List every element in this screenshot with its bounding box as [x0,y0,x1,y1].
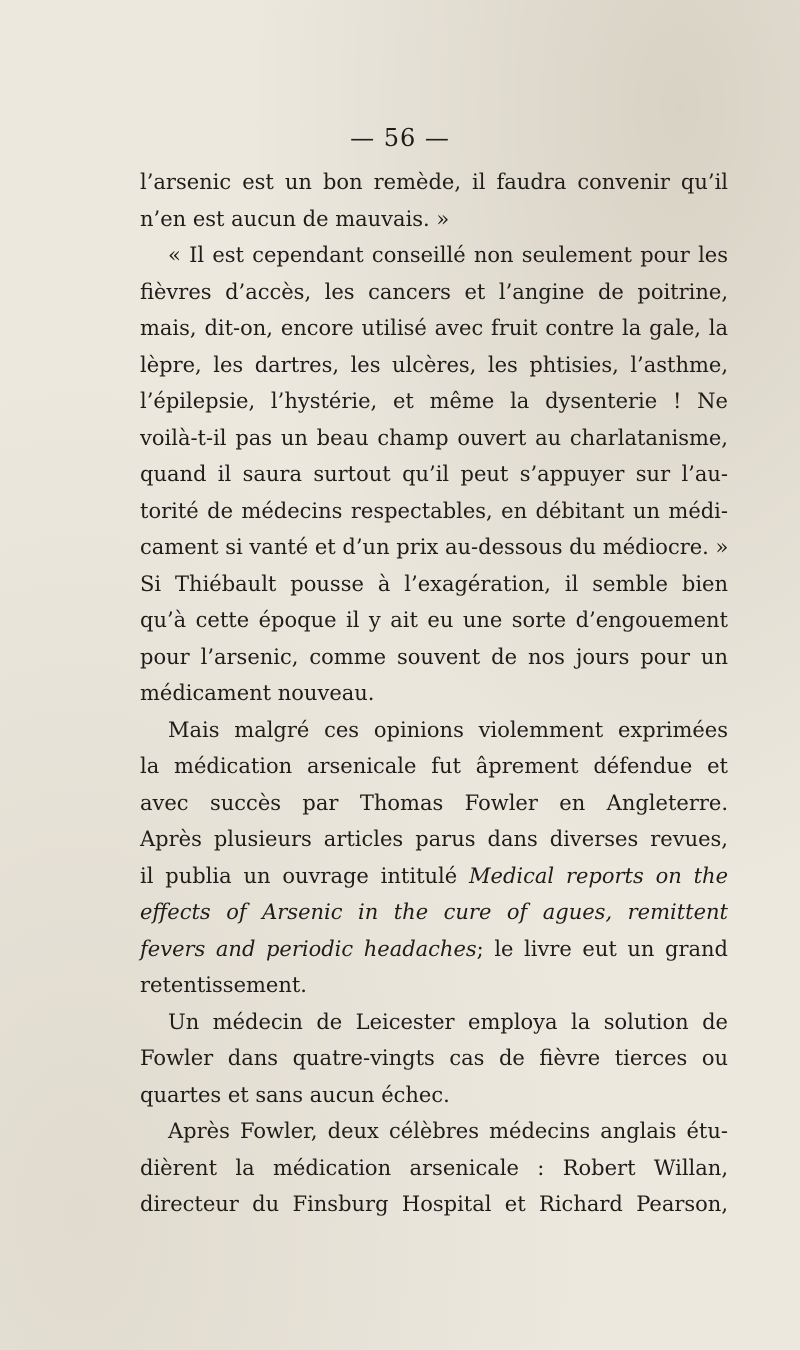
text-line: médicament nouveau. [140,681,375,705]
text-line [140,858,728,895]
text-line: directeur du Finsburg Hospital et Richard Pearson, [140,1192,728,1216]
text-line: pour l’arsenic, comme souvent de nos jours pour un [140,644,728,669]
text-line: « Il est cependant conseillé non seulement pour les [168,243,728,267]
text-line: la médication arsenicale fut âprement défendue et [140,754,728,778]
text-line: Fowler dans quatre-vingts cas de fièvre tierces ou [140,1046,728,1070]
text-line: dièrent la médication arsenicale : Robert Willan, [140,1155,728,1180]
page-number: — 56 — [350,124,450,152]
text-line: quand il saura surtout qu’il peut s’appuyer sur l’au- [140,462,728,486]
text-line-italic: fevers and periodic headaches [140,936,477,961]
text-line: l’épilepsie, l’hystérie, et même la dysenterie ! Ne [140,389,728,413]
text-line: retentissement. [140,973,307,997]
text-line: n’en est aucun de mauvais. » [140,206,450,231]
text-line: Si Thiébault pousse à l’exagération, il semble bien [140,571,728,596]
text-line: qu’à cette époque il y ait eu une sorte d’engouement [140,608,728,632]
body-text [140,164,728,1223]
text-line: mais, dit-on, encore utilisé avec fruit contre la gale, la [140,316,728,340]
text-line: Mais malgré ces opinions violemment exprimées [168,717,728,742]
text-line: l’arsenic est un bon remède, il faudra convenir qu’il [140,170,728,194]
text-line: cament si vanté et d’un prix au-dessous du médiocre. » [140,535,729,559]
text-line: Un médecin de Leicester employa la solution de [168,1009,728,1034]
text-line: fièvres d’accès, les cancers et l’angine de poitrine, [140,279,728,304]
text-line-italic: Medical reports on the [469,863,729,888]
text-line: effects of Arsenic in the cure of agues, remittent [140,900,728,924]
text-line: Après Fowler, deux célèbres médecins anglais étu- [168,1119,728,1143]
text-line: Après plusieurs articles parus dans diverses revues, [140,827,728,851]
text-line: avec succès par Thomas Fowler en Angleterre. [140,790,728,815]
text-line [140,931,728,968]
text-line: voilà-t-il pas un beau champ ouvert au charlatanisme, [140,425,728,450]
text-line-roman: ; le livre eut un grand [476,936,728,961]
text-line: quartes et sans aucun échec. [140,1082,450,1107]
text-line: torité de médecins respectables, en débitant un médi- [140,498,728,523]
text-line-roman: il publia un ouvrage intitulé [140,863,470,888]
text-line: lèpre, les dartres, les ulcères, les phtisies, l’asthme, [140,352,728,377]
